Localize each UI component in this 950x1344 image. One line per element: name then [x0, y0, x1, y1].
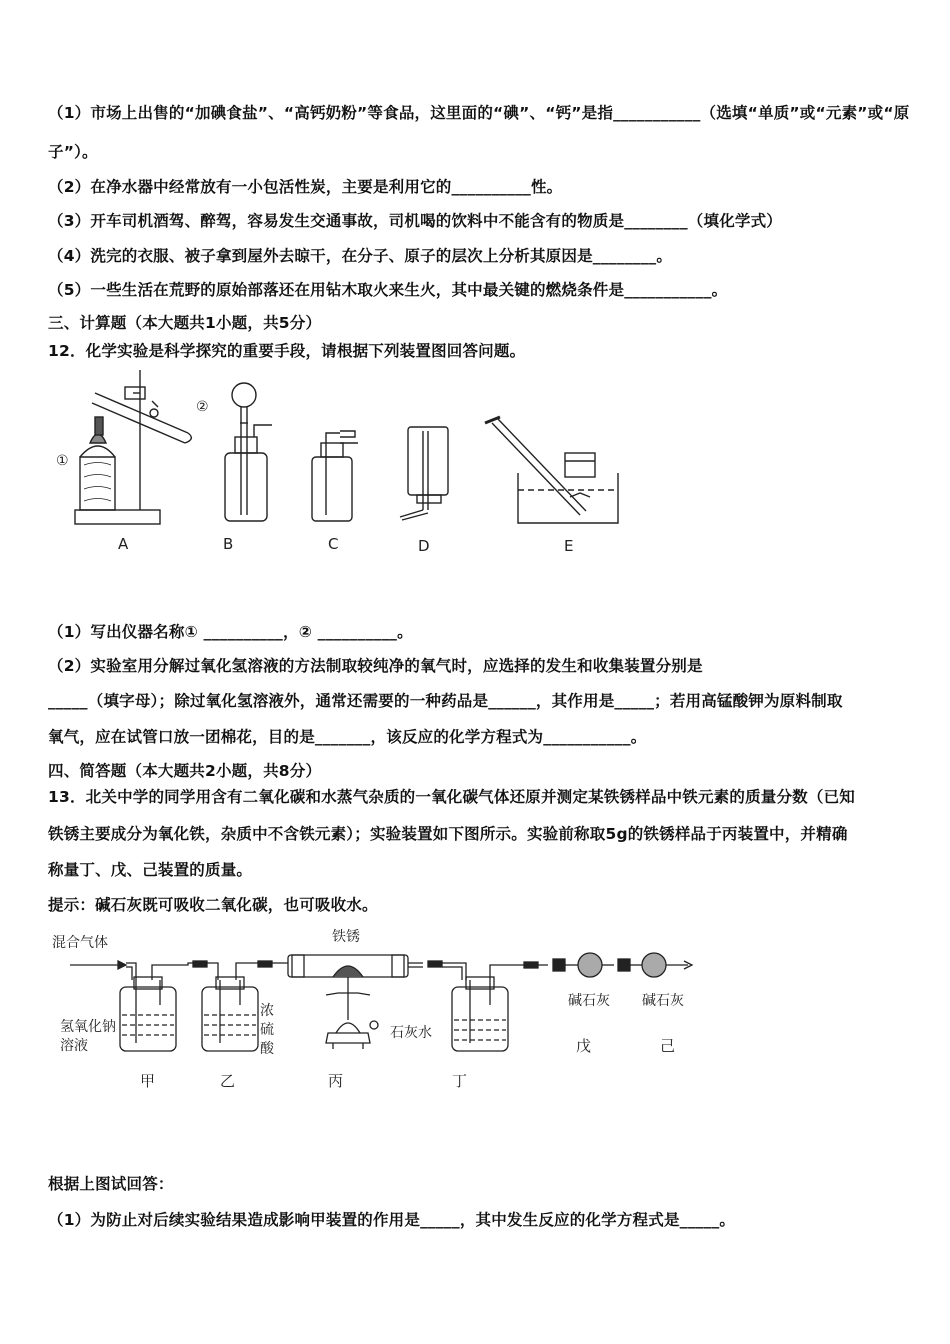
fig-sodalime-label-2: 碱石灰 — [642, 993, 684, 1009]
fig-label-bing: 丙 — [328, 1072, 344, 1090]
fig-acid-label-1: 浓 — [260, 1003, 274, 1019]
label-e: E — [564, 537, 574, 555]
apparatus-d-figure — [400, 427, 448, 520]
apparatus-e-figure — [485, 417, 618, 523]
fig-label-jia: 甲 — [140, 1072, 156, 1090]
apparatus-c-figure — [312, 431, 358, 521]
q13-stem-line3: 称量丁、戊、己装置的质量。 — [48, 861, 253, 879]
fig-acid-label-3: 酸 — [260, 1041, 274, 1057]
fig-rust-label: 铁锈 — [332, 929, 360, 945]
q13-stem-line2: 铁锈主要成分为氧化铁，杂质中不含铁元素）；实验装置如下图所示。实验前称取5g的铁锈样品于丙装置中，并精确 — [48, 825, 848, 843]
label-b: B — [223, 535, 234, 553]
q11-part1-line1: （1）市场上出售的“加碘食盐”、“高钙奶粉”等食品，这里面的“碘”、“钙”是指___________（选填“单质”或“元素”或“原 — [48, 104, 910, 122]
q12-stem: 12．化学实验是科学探究的重要手段，请根据下列装置图回答问题。 — [48, 342, 526, 360]
q13-stem-line1: 13．北关中学的同学用含有二氧化碳和水蒸气杂质的一氧化碳气体还原并测定某铁锈样品中铁元素的质量分数（已知 — [48, 788, 855, 806]
q13-apparatus-figure — [48, 925, 728, 1095]
q11-part1-line2: 子”）。 — [48, 143, 98, 161]
q11-part2: （2）在净水器中经常放有一小包活性炭，主要是利用它的__________性。 — [48, 178, 563, 196]
q13-hint: 提示：碱石灰既可吸收二氧化碳，也可吸收水。 — [48, 896, 378, 914]
fig-acid-label-2: 硫 — [260, 1022, 274, 1038]
label-c: C — [328, 535, 339, 553]
fig-limewater-label: 石灰水 — [390, 1025, 432, 1041]
q12-apparatus-figure — [40, 365, 620, 565]
marker-1: ① — [56, 453, 69, 469]
section-4-heading: 四、简答题（本大题共2小题，共8分） — [48, 762, 322, 780]
apparatus-b-figure — [225, 383, 272, 521]
fig-mixed-gas-label: 混合气体 — [52, 935, 108, 951]
q11-part5: （5）一些生活在荒野的原始部落还在用钻木取火来生火，其中最关键的燃烧条件是___________。 — [48, 281, 728, 299]
section-3-heading: 三、计算题（本大题共1小题，共5分） — [48, 314, 322, 332]
q12-part2-line2: _____（填字母）；除过氧化氢溶液外，通常还需要的一种药品是______，其作用是_____；若用高锰酸钾为原料制取 — [48, 692, 843, 710]
apparatus-a-figure — [75, 370, 191, 524]
fig-label-yi: 乙 — [220, 1072, 236, 1090]
q12-part1: （1）写出仪器名称① __________，② __________。 — [48, 623, 413, 641]
marker-2: ② — [196, 399, 209, 415]
fig-naoh-label-1: 氢氧化钠 — [60, 1019, 116, 1035]
fig-label-ding: 丁 — [452, 1072, 468, 1090]
q12-part2-line1: （2）实验室用分解过氧化氢溶液的方法制取较纯净的氧气时，应选择的发生和收集装置分别是 — [48, 657, 703, 675]
q11-part3: （3）开车司机酒驾、醉驾，容易发生交通事故，司机喝的饮料中不能含有的物质是________（填化学式） — [48, 212, 782, 230]
label-d: D — [418, 537, 430, 555]
fig-naoh-label-2: 溶液 — [60, 1038, 88, 1054]
label-a: A — [118, 535, 129, 553]
q12-part2-line3: 氧气，应在试管口放一团棉花，目的是_______，该反应的化学方程式为___________。 — [48, 728, 647, 746]
fig-label-ji: 己 — [660, 1037, 676, 1055]
q13-part1: （1）为防止对后续实验结果造成影响甲装置的作用是_____，其中发生反应的化学方程式是_____。 — [48, 1211, 736, 1229]
fig-label-wu: 戊 — [576, 1037, 592, 1055]
q13-answer-intro: 根据上图试回答： — [48, 1175, 174, 1193]
fig-sodalime-label-1: 碱石灰 — [568, 993, 610, 1009]
q11-part4: （4）洗完的衣服、被子拿到屋外去晾干，在分子、原子的层次上分析其原因是________。 — [48, 247, 673, 265]
